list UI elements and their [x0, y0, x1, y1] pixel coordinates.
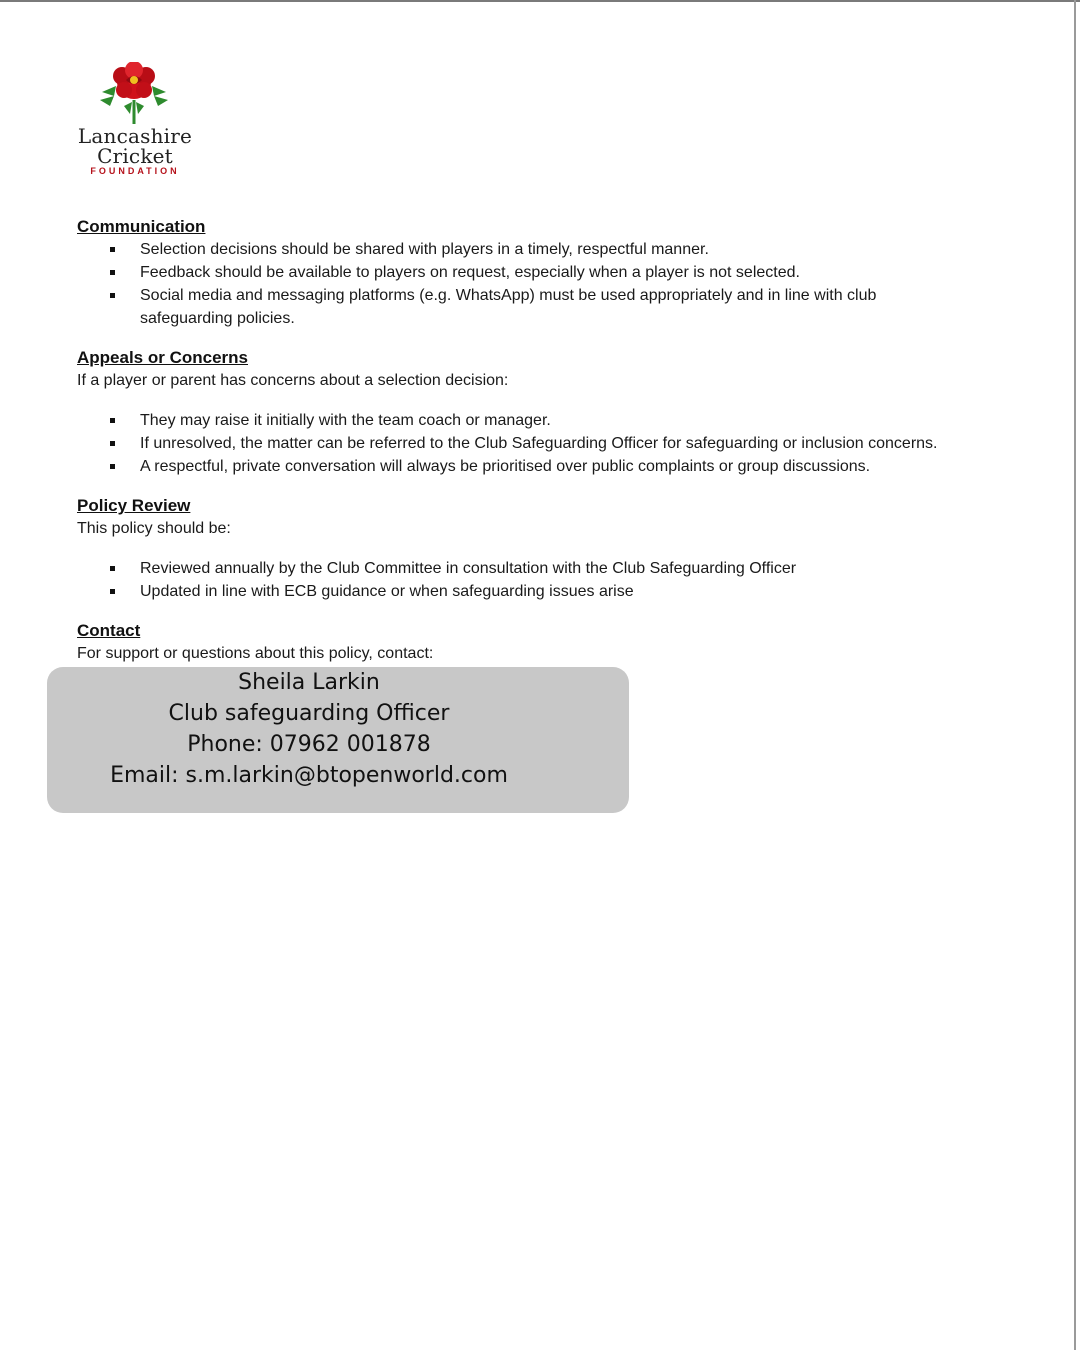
appeals-intro: If a player or parent has concerns about a selection decision: — [77, 372, 509, 389]
contact-intro: For support or questions about this policy, contact: — [77, 645, 434, 662]
contact-section — [77, 620, 1017, 665]
logo-text-foundation: FOUNDATION — [90, 166, 180, 176]
policy-review-list — [77, 557, 1017, 603]
policy-review-heading: Policy Review — [77, 496, 191, 515]
contact-role: Club safeguarding Officer — [168, 701, 450, 726]
contact-details-box — [47, 667, 629, 813]
policy-review-intro: This policy should be: — [77, 520, 231, 537]
list-item: If unresolved, the matter can be referred to the Club Safeguarding Officer for safeguarding or inclusion concerns. — [77, 432, 1017, 455]
appeals-section — [77, 347, 1017, 478]
list-item: Social media and messaging platforms (e.g. WhatsApp) must be used appropriately and in line with club safeguarding policies. — [77, 284, 1017, 330]
contact-email[interactable]: Email: s.m.larkin@btopenworld.com — [110, 763, 508, 788]
contact-name: Sheila Larkin — [238, 670, 380, 695]
list-item: Selection decisions should be shared with players in a timely, respectful manner. — [77, 238, 1017, 261]
red-rose-icon — [94, 62, 174, 124]
list-item: A respectful, private conversation will always be prioritised over public complaints or group discussions. — [77, 455, 1017, 478]
list-item: They may raise it initially with the team coach or manager. — [77, 409, 1017, 432]
communication-section — [77, 216, 1017, 330]
communication-heading: Communication — [77, 217, 206, 236]
lancashire-cricket-logo — [74, 62, 196, 180]
communication-list — [77, 238, 1017, 330]
list-item: Feedback should be available to players on request, especially when a player is not selected. — [77, 261, 1017, 284]
appeals-list — [77, 409, 1017, 478]
policy-document — [77, 216, 1017, 665]
appeals-heading: Appeals or Concerns — [77, 348, 248, 367]
page-right-edge — [1074, 0, 1076, 1350]
contact-phone[interactable]: Phone: 07962 001878 — [187, 732, 431, 757]
contact-heading: Contact — [77, 621, 141, 640]
logo-text-lancashire: Lancashire — [77, 124, 193, 148]
page-top-edge — [0, 0, 1080, 2]
list-item: Updated in line with ECB guidance or when safeguarding issues arise — [77, 580, 1017, 603]
policy-review-section — [77, 495, 1017, 603]
logo-text-cricket: Cricket — [97, 144, 173, 168]
list-item: Reviewed annually by the Club Committee in consultation with the Club Safeguarding Officer — [77, 557, 1017, 580]
